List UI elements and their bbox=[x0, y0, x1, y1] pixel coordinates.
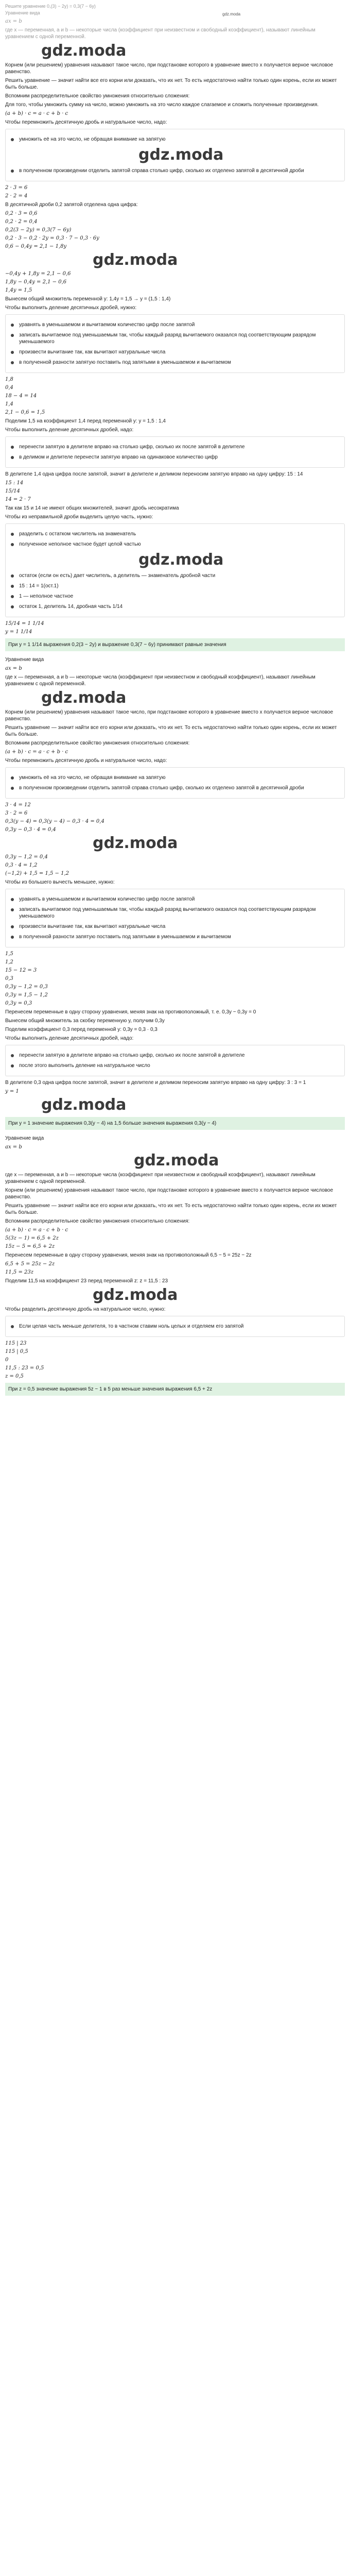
bullet-icon bbox=[11, 1325, 14, 1328]
math-line: −0,4y + 1,8y = 2,1 − 0,6 bbox=[5, 271, 71, 277]
section-3 bbox=[5, 1135, 345, 1396]
math-line: 5(3z − 1) = 6,5 + 2z bbox=[5, 1235, 59, 1241]
factor-note: Вынесем общий множитель за скобку переменную y, получим 0,3y bbox=[5, 1018, 165, 1024]
math-line: y = 1 bbox=[5, 1089, 19, 1094]
solve-def: Решить уравнение — значит найти все его корни или доказать, что их нет. То есть недостаточно найти только один корень, если их может быть больше. bbox=[5, 1203, 337, 1215]
list-item: 15 : 14 = 1(ост.1) bbox=[10, 583, 340, 589]
bullet-icon bbox=[11, 334, 14, 337]
root-def: Корнем (или решением) уравнения называют такое число, при подстановке которого в уравнение вместо x получается верное числовое равенство. bbox=[5, 709, 334, 722]
math-line: 1,5 bbox=[5, 951, 13, 957]
bullet-icon bbox=[11, 324, 14, 327]
sub-steps-box bbox=[5, 889, 345, 947]
bullet-icon bbox=[11, 574, 14, 578]
list-item: уравнять в уменьшаемом и вычитаемом количество цифр после запятой bbox=[10, 896, 340, 903]
math-line: 0,3(y − 4) = 0,3(y − 4) − 0,3 · 4 = 0,4 bbox=[5, 819, 104, 824]
bullet-icon bbox=[11, 456, 14, 459]
bullet-icon bbox=[11, 595, 14, 598]
bullet-icon bbox=[11, 787, 14, 790]
math-line: 0,3y − 0,3 · 4 = 0,4 bbox=[5, 827, 56, 833]
math-line: 0,3y − 1,2 = 0,4 bbox=[5, 854, 48, 860]
answer-box: При y = 1 1/14 выражения 0,2(3 − 2y) и выражение 0,3(7 − 6y) принимают равные значения bbox=[5, 638, 345, 651]
eq-form: ax = b bbox=[5, 666, 22, 671]
bullet-icon bbox=[11, 925, 14, 928]
math-line: 0,4 bbox=[5, 385, 13, 391]
bullet-icon bbox=[11, 446, 14, 449]
calc-note: В десятичной дроби 0,2 запятой отделена одна цифра: bbox=[5, 202, 138, 208]
list-item: уравнять в уменьшаемом и вычитаемом количество цифр после запятой bbox=[10, 321, 340, 328]
bullet-icon bbox=[11, 351, 14, 354]
list-item: полученное неполное частное будет целой частью bbox=[10, 541, 340, 548]
watermark: gdz.moda bbox=[41, 1096, 127, 1114]
div-steps-box bbox=[5, 436, 345, 468]
math-line: y = 1 1/14 bbox=[5, 629, 32, 635]
math-line: 6,5 + 5 = 25z − 2z bbox=[5, 1261, 55, 1267]
distrib-rule: Вспомним распределительное свойство умножения относительно сложения: bbox=[5, 93, 190, 99]
list-item: перенести запятую в делителе вправо на столько цифр, сколько их после запятой в делителе bbox=[10, 1052, 340, 1059]
solve-def: Решить уравнение — значит найти все его корни или доказать, что их нет. То есть недостаточно найти только один корень, если их может быть больше. bbox=[5, 78, 337, 90]
div-note2: В делителе 1,4 одна цифра после запятой, значит в делителе и делимом переносим запятую вправо на одну цифру: 15 : 14 bbox=[5, 471, 303, 477]
math-line: 15/14 = 1 1/14 bbox=[5, 621, 44, 626]
intro: где x — переменная, a и b — некоторые числа (коэффициент при неизвестном и свободный коэффициент), называют линейным уравнением с одной переменной. bbox=[5, 674, 316, 687]
section-1 bbox=[5, 27, 345, 651]
div-rule: Чтобы разделить десятичную дробь на натуральное число, нужно: bbox=[5, 1307, 166, 1312]
watermark: gdz.moda bbox=[93, 834, 178, 852]
bullet-icon bbox=[11, 1054, 14, 1057]
div-rule: Чтобы выполнить деление десятичных дробей, надо: bbox=[5, 427, 134, 433]
distrib-hint: Для того, чтобы умножить сумму на число, можно умножить на это число каждое слагаемое и сложить полученные произведения. bbox=[5, 102, 319, 108]
math-line: 1,8 bbox=[5, 377, 13, 382]
list-item: Если целая часть меньше делителя, то в частном ставим ноль целых и отделяем его запятой bbox=[10, 1323, 340, 1330]
list-item: остаток (если он есть) дает числитель, а делитель — знаменатель дробной части bbox=[10, 572, 340, 579]
div-rule: Чтобы выполнить деление десятичных дробей, надо: bbox=[5, 1036, 134, 1041]
bullet-icon bbox=[11, 138, 14, 141]
math-line: 0,6 − 0,4y = 2,1 − 1,8y bbox=[5, 244, 67, 249]
list-item: записать вычитаемое под уменьшаемым так, чтобы каждый разряд вычитаемого оказался под соответствующим разрядом уменьшаемого bbox=[10, 906, 340, 920]
list-item: разделить с остатком числитель на знаменатель bbox=[10, 531, 340, 537]
div-note2: В делителе 0,3 одна цифра после запятой, значит в делителе и делимом переносим запятую вправо на одну цифру: 3 : 3 = 1 bbox=[5, 1080, 306, 1086]
math-line: 3 · 2 = 6 bbox=[5, 810, 28, 816]
list-item: в полученной разности запятую поставить под запятыми в уменьшаемом и вычитаемом bbox=[10, 934, 340, 940]
answer-box: При z = 0,5 значение выражения 5z − 1 в 5 раз меньше значения выражения 6,5 + 2z bbox=[5, 1383, 345, 1396]
watermark: gdz.moda bbox=[93, 1286, 178, 1304]
div-steps-box bbox=[5, 1316, 345, 1337]
distrib-rule: Вспомним распределительное свойство умножения относительно сложения: bbox=[5, 1218, 190, 1224]
intro: где x — переменная, a и b — некоторые числа (коэффициент при неизвестном и свободный коэффициент), называют линейным уравнением с одной переменной. bbox=[5, 1172, 316, 1184]
list-item: произвести вычитание так, как вычитают натуральные числа bbox=[10, 349, 340, 355]
math-line: 0,2(3 − 2y) = 0,3(7 − 6y) bbox=[5, 227, 72, 233]
list-item: 1 — неполное частное bbox=[10, 593, 340, 600]
decimal-rule: Чтобы перемножить десятичную дробь и натуральное число, надо: bbox=[5, 120, 167, 125]
math-line: 15/14 bbox=[5, 488, 20, 494]
list-item: в полученном произведении отделить запятой справа столько цифр, сколько их отделено запятой в десятичной дроби bbox=[10, 785, 340, 791]
mixed-steps-box bbox=[5, 523, 345, 617]
list-item: произвести вычитание так, как вычитают натуральные числа bbox=[10, 923, 340, 930]
math-line: 0,3 · 4 = 1,2 bbox=[5, 862, 38, 868]
answer-box: При y = 1 значение выражения 0,3(y − 4) на 1,5 больше значения выражения 0,3(y − 4) bbox=[5, 1117, 345, 1130]
intro: где x — переменная, a и b — некоторые числа (коэффициент при неизвестном и свободный коэффициент), называют линейным уравнением с одной переменной. bbox=[5, 27, 316, 40]
list-item: в делимом и делителе перенести запятую вправо на одинаковое количество цифр bbox=[10, 454, 340, 461]
factor-note: Вынесем общий множитель переменной y: 1,4y = 1,5 → y = (1,5 : 1,4) bbox=[5, 296, 171, 302]
list-item: умножить её на это число, не обращая внимание на запятую bbox=[10, 136, 340, 143]
decimal-steps-box bbox=[5, 129, 345, 181]
watermark: gdz.moda bbox=[138, 146, 224, 164]
math-line: 0,2 · 3 = 0,6 bbox=[5, 211, 38, 216]
math-line: 14 = 2 · 7 bbox=[5, 497, 31, 502]
section-2 bbox=[5, 656, 345, 1130]
list-item: после этого выполнить деление на натуральное число bbox=[10, 1062, 340, 1069]
watermark: gdz.moda bbox=[134, 1151, 219, 1170]
list-item: в полученной разности запятую поставить под запятыми в уменьшаемом и вычитаемом bbox=[10, 359, 340, 366]
mixed-rule: Чтобы из неправильной дроби выделить целую часть, нужно: bbox=[5, 514, 153, 520]
math-line: z = 0,5 bbox=[5, 1374, 24, 1379]
div-steps-box bbox=[5, 1045, 345, 1076]
math-line: 0 bbox=[5, 1357, 9, 1363]
math-line: 15 − 12 = 3 bbox=[5, 968, 37, 973]
distrib-formula: (a + b) · c = a · c + b · c bbox=[5, 749, 68, 755]
math-line: 1,4y = 1,5 bbox=[5, 287, 32, 293]
list-item: умножить её на это число, не обращая внимание на запятую bbox=[10, 774, 340, 781]
eq-form: ax = b bbox=[5, 1144, 22, 1150]
math-line: 0,2 · 3 − 0,2 · 2y = 0,3 · 7 − 0,3 · 6y bbox=[5, 235, 99, 241]
math-line: 1,8y − 0,4y = 2,1 − 0,6 bbox=[5, 279, 67, 285]
section-title: Уравнение вида bbox=[5, 1136, 44, 1141]
math-line: 15z − 5 = 6,5 + 2z bbox=[5, 1244, 55, 1249]
math-line: 18 − 4 = 14 bbox=[5, 393, 37, 399]
list-item: остаток 1, делитель 14, дробная часть 1/14 bbox=[10, 603, 340, 610]
bullet-icon bbox=[11, 908, 14, 911]
problem-title: Решите уравнение 0,(3) − 2y) = 0,3(7 − 6y) bbox=[5, 4, 96, 9]
math-line: 115 | 23 bbox=[5, 1341, 27, 1346]
math-line: 1,4 bbox=[5, 401, 13, 407]
root-def: Корнем (или решением) уравнения называют такое число, при подстановке которого в уравнение вместо x получается верное числовое равенство. bbox=[5, 62, 334, 75]
bullet-icon bbox=[11, 543, 14, 546]
watermark: gdz.moda bbox=[41, 42, 127, 60]
math-line: 115 | 0,5 bbox=[5, 1349, 28, 1354]
div-note: Поделим 1,5 на коэффициент 1,4 перед переменной y: y = 1,5 : 1,4 bbox=[5, 418, 166, 424]
subtitle: Уравнение вида bbox=[5, 10, 40, 15]
bullet-icon bbox=[11, 936, 14, 939]
distrib-formula: (a + b) · c = a · c + b · c bbox=[5, 111, 68, 116]
page-header bbox=[5, 3, 345, 25]
list-item: в полученном произведении отделить запятой справа столько цифр, сколько их отделено запятой в десятичной дроби bbox=[10, 167, 340, 174]
root-def: Корнем (или решением) уравнения называют такое число, при подстановке которого в уравнение вместо x получается верное числовое равенство. bbox=[5, 1188, 334, 1200]
math-line: 2 · 3 = 6 bbox=[5, 185, 28, 191]
math-line: 2 · 2 = 4 bbox=[5, 193, 28, 199]
bullet-icon bbox=[11, 361, 14, 364]
distrib-formula: (a + b) · c = a · c + b · c bbox=[5, 1227, 68, 1233]
list-item: перенести запятую в делителе вправо на столько цифр, сколько их после запятой в делителе bbox=[10, 444, 340, 450]
bullet-icon bbox=[11, 776, 14, 779]
math-line: 11,5 : 23 = 0,5 bbox=[5, 1365, 44, 1371]
bullet-icon bbox=[11, 1064, 14, 1067]
decimal-rule: Чтобы перемножить десятичную дробь и натуральное число, надо: bbox=[5, 758, 167, 764]
decimal-steps-box bbox=[5, 767, 345, 799]
math-line: 0,2 · 2 = 0,4 bbox=[5, 219, 38, 225]
math-line: 0,3 bbox=[5, 976, 13, 981]
sub-rule: Чтобы выполнить деление десятичных дробей, нужно: bbox=[5, 305, 137, 311]
math-line: 0,3y − 1,2 = 0,3 bbox=[5, 984, 48, 990]
math-line: 3 · 4 = 12 bbox=[5, 802, 31, 808]
watermark: gdz.moda bbox=[41, 689, 127, 707]
bullet-icon bbox=[11, 585, 14, 588]
move-note: Перенесем переменные в одну сторону уравнения, меняя знак на противоположный, т. е. 0,3y − 0,3y = 0 bbox=[5, 1009, 256, 1015]
sub-rule: Чтобы из большего вычесть меньшее, нужно: bbox=[5, 879, 115, 885]
frac-note: Так как 15 и 14 не имеют общих множителей, значит дробь несократима bbox=[5, 505, 179, 511]
move-note: Перенесем переменные в одну сторону уравнения, меняя знак на противоположный 6,5 − 5 = 25z − 2z bbox=[5, 1252, 252, 1258]
math-line: 11,5 = 23z bbox=[5, 1269, 33, 1275]
brand-small: gdz.moda bbox=[222, 12, 241, 16]
section-title: Уравнение вида bbox=[5, 657, 44, 663]
math-line: 1,2 bbox=[5, 959, 13, 965]
math-line: 2,1 − 0,6 = 1,5 bbox=[5, 410, 45, 415]
div-note: Поделим коэффициент 0,3 перед переменной y: 0,3y = 0,3 · 0,3 bbox=[5, 1027, 157, 1032]
math-line: (−1,2) + 1,5 = 1,5 − 1,2 bbox=[5, 871, 69, 876]
math-line: 0,3y = 1,5 − 1,2 bbox=[5, 992, 48, 998]
watermark: gdz.moda bbox=[93, 251, 178, 269]
bullet-icon bbox=[11, 170, 14, 173]
sub-steps-box bbox=[5, 314, 345, 373]
bullet-icon bbox=[11, 533, 14, 536]
watermark: gdz.moda bbox=[138, 551, 224, 569]
solve-def: Решить уравнение — значит найти все его корни или доказать, что их нет. То есть недостаточно найти только один корень, если их может быть больше. bbox=[5, 725, 337, 737]
list-item: записать вычитаемое под уменьшаемым так, чтобы каждый разряд вычитаемого оказался под соответствующим разрядом уменьшаемого bbox=[10, 332, 340, 345]
math-line: 0,3y = 0,3 bbox=[5, 1001, 32, 1006]
distrib-rule: Вспомним распределительное свойство умножения относительно сложения: bbox=[5, 740, 190, 746]
eq-form: ax = b bbox=[5, 19, 22, 24]
bullet-icon bbox=[11, 898, 14, 901]
bullet-icon bbox=[11, 605, 14, 608]
math-line: 15 : 14 bbox=[5, 480, 24, 486]
div-note: Поделим 11,5 на коэффициент 23 перед переменной z: z = 11,5 : 23 bbox=[5, 1278, 168, 1284]
